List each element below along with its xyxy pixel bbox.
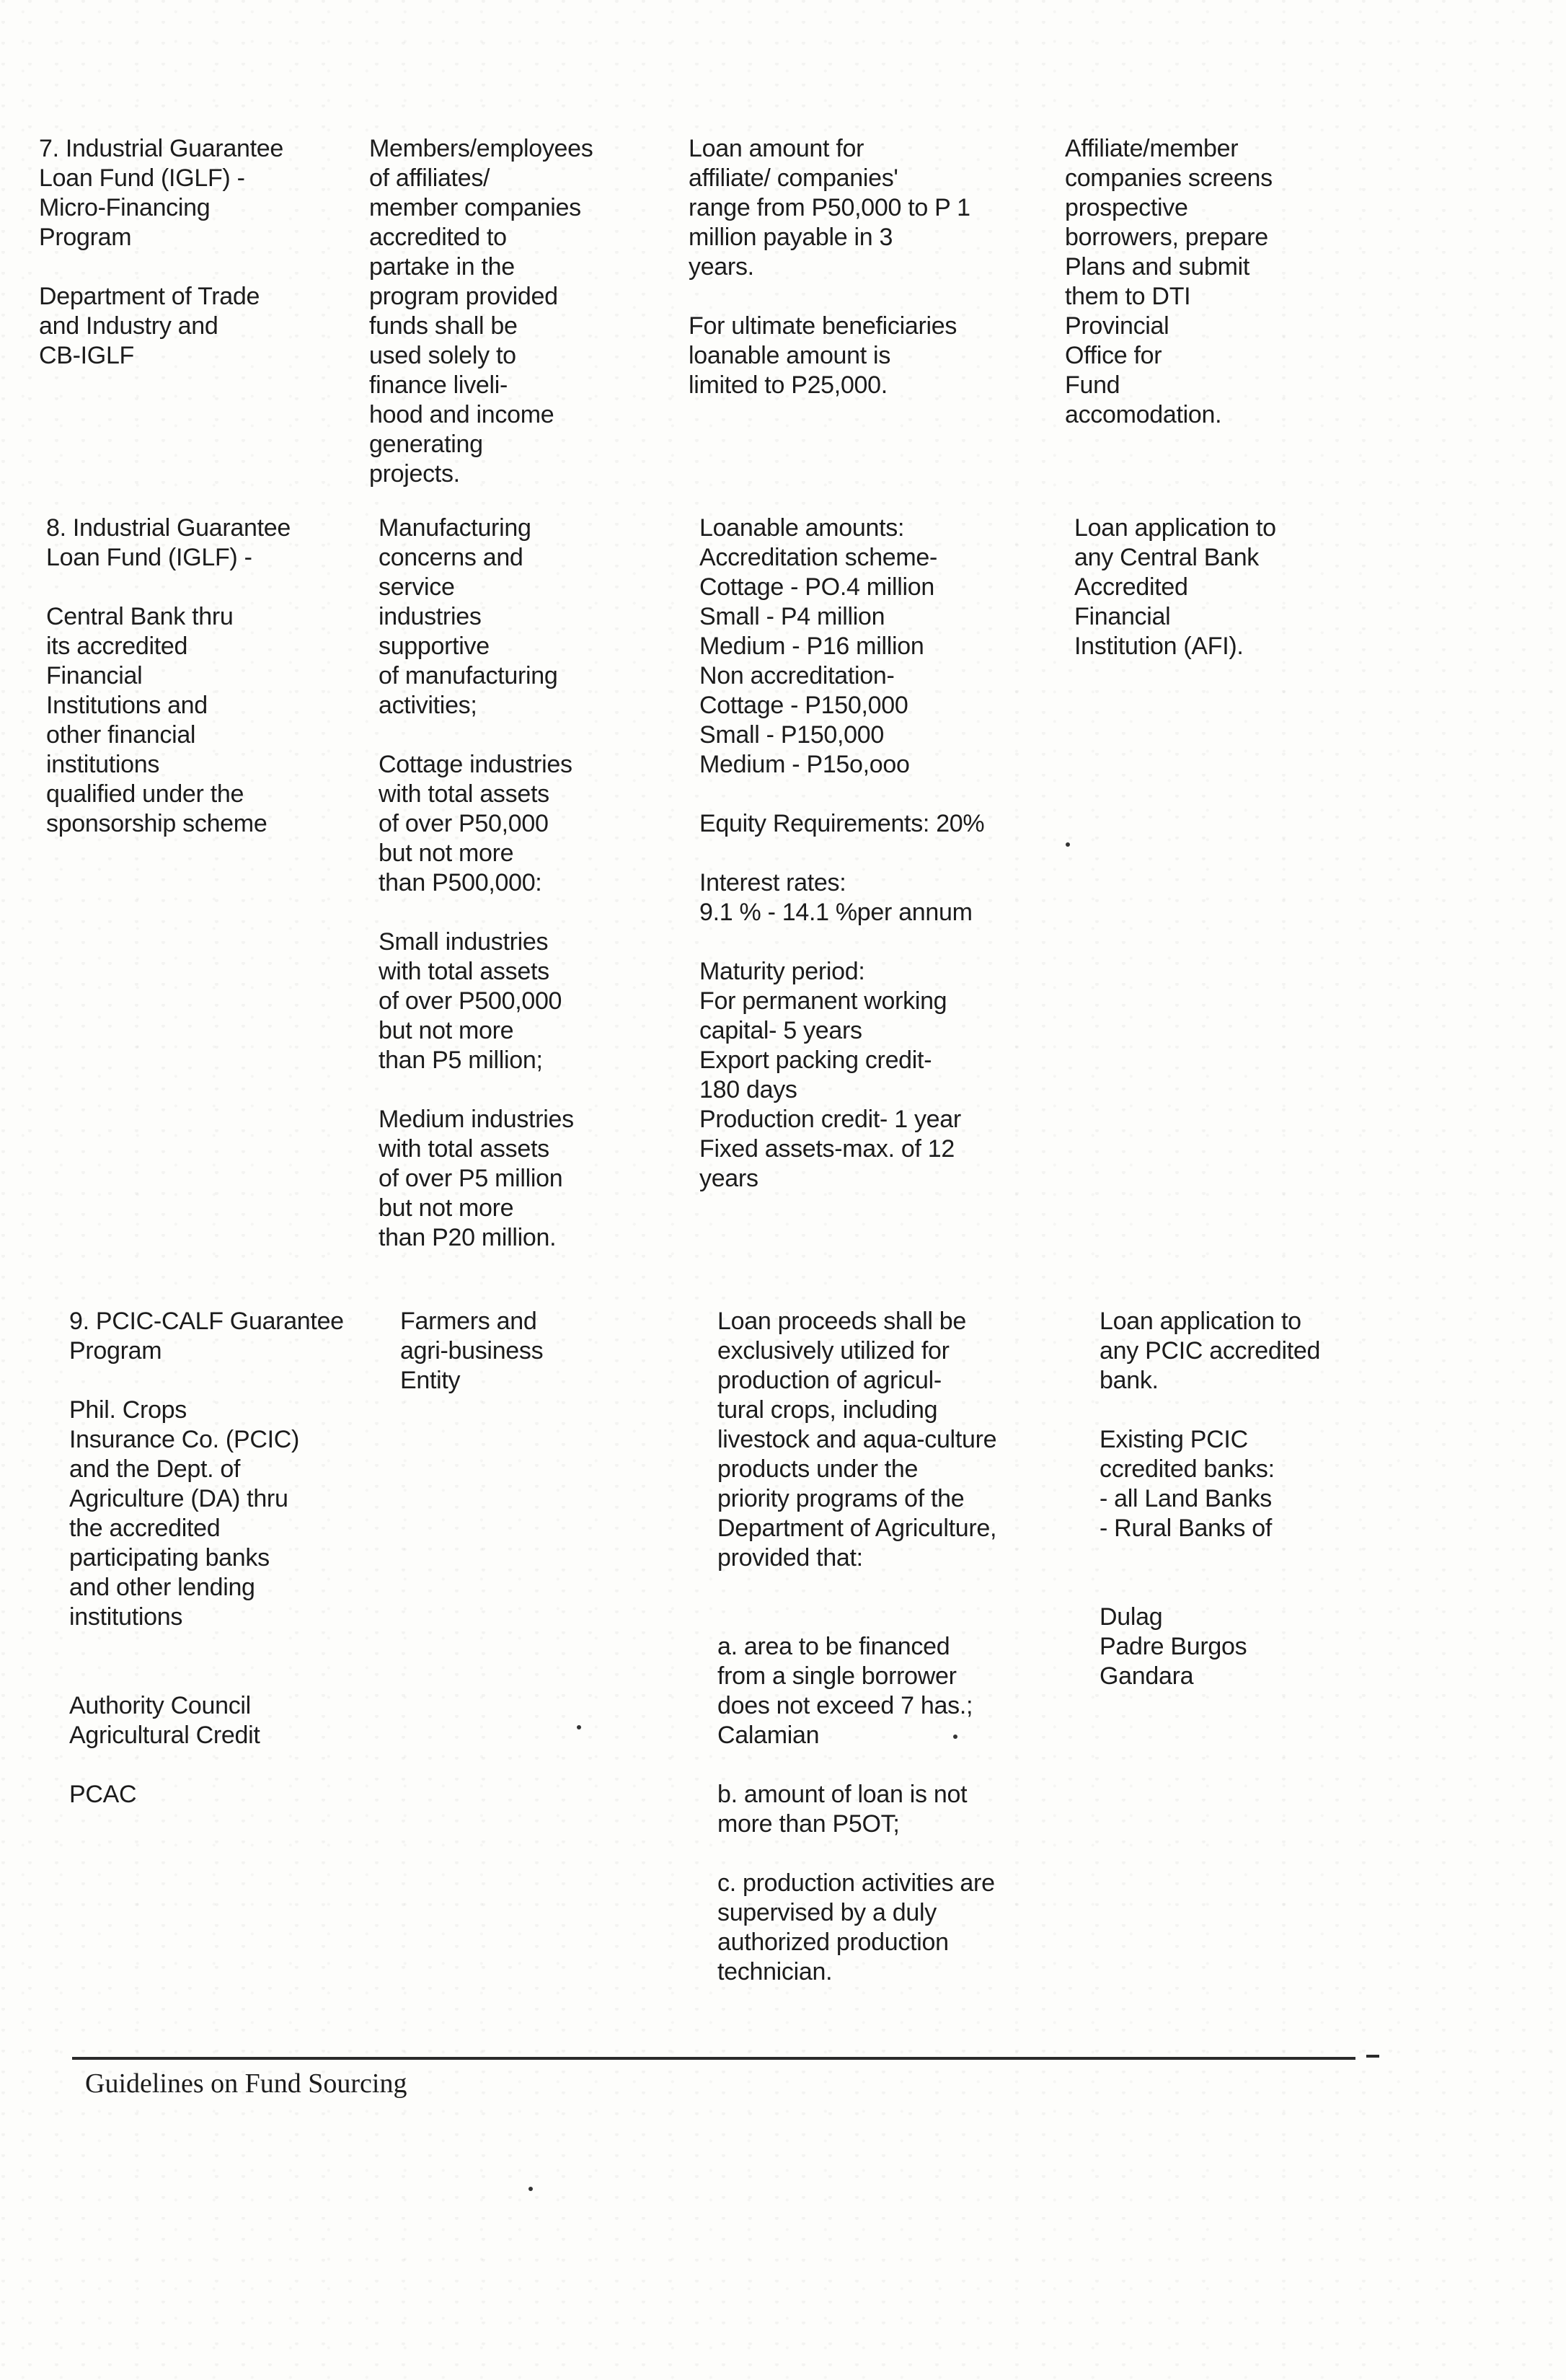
program-text-line: Insurance Co. (PCIC): [69, 1426, 299, 1453]
eligibility-text-line: Manufacturing: [379, 514, 531, 542]
program-text-line: Micro-Financing: [39, 194, 211, 221]
terms-text-line: For permanent working: [699, 987, 947, 1015]
terms-text-line: priority programs of the: [717, 1485, 965, 1512]
procedure-text-line: Affiliate/member: [1065, 135, 1239, 162]
procedure-paragraph: [1074, 514, 1384, 661]
procedure-text-line: bank.: [1100, 1367, 1159, 1394]
procedure-text-line: - all Land Banks: [1100, 1485, 1273, 1512]
terms-text-line: tural crops, including: [717, 1396, 938, 1424]
program-text-line: its accredited: [46, 633, 188, 660]
terms-text-line: Loan proceeds shall be: [717, 1308, 966, 1335]
terms-paragraph: [699, 868, 1060, 927]
terms-text-line: Equity Requirements: 20%: [699, 810, 985, 837]
terms-paragraph: [689, 312, 1042, 400]
procedure-text-line: Plans and submit: [1065, 253, 1250, 281]
procedure-text-line: any PCIC accredited: [1100, 1337, 1321, 1365]
eligibility-text-line: than P5 million;: [379, 1046, 543, 1074]
program-text-line: participating banks: [69, 1544, 270, 1572]
loan-terms-cell: [717, 1307, 1085, 1987]
program-text-line: Phil. Crops: [69, 1396, 187, 1424]
scan-speck: [577, 1725, 581, 1729]
terms-text-line: Export packing credit-: [699, 1046, 932, 1074]
terms-text-line: million payable in 3: [689, 224, 893, 251]
eligibility-text-line: finance liveli-: [369, 371, 508, 399]
program-name-cell: [39, 134, 327, 371]
terms-text-line: authorized production: [717, 1929, 949, 1956]
program-text-line: Agricultural Credit: [69, 1722, 260, 1749]
eligibility-text-line: with total assets: [379, 1135, 549, 1163]
eligibility-paragraph: [379, 927, 667, 1075]
eligibility-text-line: of over P5 million: [379, 1165, 563, 1192]
eligibility-text-line: supportive: [379, 633, 490, 660]
procedure-text-line: Office for: [1065, 342, 1162, 369]
terms-text-line: Non accreditation-: [699, 662, 895, 689]
eligibility-paragraph: [400, 1307, 674, 1396]
procedure-paragraph: [1100, 1307, 1402, 1396]
terms-text-line: Loan amount for: [689, 135, 864, 162]
procedure-text-line: Gandara: [1100, 1662, 1194, 1690]
eligibility-text-line: with total assets: [379, 958, 549, 985]
eligibility-text-line: than P20 million.: [379, 1224, 557, 1251]
eligibility-paragraph: [379, 750, 667, 898]
terms-text-line: products under the: [717, 1455, 919, 1483]
program-text-line: sponsorship scheme: [46, 810, 267, 837]
program-text-line: 8. Industrial Guarantee: [46, 514, 291, 542]
procedure-text-line: Loan application to: [1074, 514, 1276, 542]
procedure-text-line: Provincial: [1065, 312, 1169, 340]
program-text-line: other financial: [46, 721, 196, 749]
eligibility-text-line: of affiliates/: [369, 164, 490, 192]
eligibility-text-line: Farmers and: [400, 1308, 537, 1335]
terms-paragraph: [699, 514, 1060, 780]
eligibility-text-line: with total assets: [379, 780, 549, 808]
program-paragraph: [39, 134, 327, 252]
procedure-text-line: Institution (AFI).: [1074, 633, 1244, 660]
program-name-cell: [69, 1307, 379, 1810]
eligibility-text-line: hood and income: [369, 401, 554, 428]
program-text-line: the accredited: [69, 1515, 221, 1542]
program-text-line: Agriculture (DA) thru: [69, 1485, 288, 1512]
eligibility-text-line: of over P50,000: [379, 810, 549, 837]
procedure-text-line: ccredited banks:: [1100, 1455, 1275, 1483]
program-text-line: institutions: [46, 751, 160, 778]
eligibility-text-line: but not more: [379, 1194, 514, 1222]
terms-text-line: Medium - P16 million: [699, 633, 924, 660]
eligibility-text-line: concerns and: [379, 544, 523, 571]
terms-paragraph: [717, 1780, 1085, 1839]
program-text-line: Institutions and: [46, 692, 208, 719]
terms-text-line: technician.: [717, 1958, 833, 1985]
eligibility-text-line: Cottage industries: [379, 751, 572, 778]
program-name-cell: [46, 514, 349, 839]
terms-paragraph: [717, 1632, 1085, 1750]
terms-text-line: Interest rates:: [699, 869, 846, 896]
eligibility-text-line: Medium industries: [379, 1106, 574, 1133]
terms-text-line: Calamian: [717, 1722, 820, 1749]
procedure-paragraph: [1065, 134, 1375, 430]
eligibility-cell: [379, 514, 667, 1253]
terms-text-line: production of agricul-: [717, 1367, 942, 1394]
terms-text-line: exclusively utilized for: [717, 1337, 950, 1365]
terms-paragraph: [699, 957, 1060, 1194]
eligibility-text-line: used solely to: [369, 342, 516, 369]
eligibility-text-line: service: [379, 573, 455, 601]
eligibility-text-line: funds shall be: [369, 312, 518, 340]
terms-text-line: supervised by a duly: [717, 1899, 937, 1926]
eligibility-text-line: but not more: [379, 1017, 514, 1044]
program-text-line: 9. PCIC-CALF Guarantee: [69, 1308, 344, 1335]
eligibility-cell: [369, 134, 643, 489]
program-text-line: PCAC: [69, 1781, 137, 1808]
program-text-line: and Industry and: [39, 312, 218, 340]
terms-text-line: affiliate/ companies': [689, 164, 898, 192]
program-text-line: Central Bank thru: [46, 603, 234, 630]
terms-text-line: capital- 5 years: [699, 1017, 862, 1044]
procedure-text-line: Padre Burgos: [1100, 1633, 1247, 1660]
terms-text-line: Cottage - PO.4 million: [699, 573, 934, 601]
program-text-line: and the Dept. of: [69, 1455, 241, 1483]
program-paragraph: [69, 1780, 379, 1810]
scan-speck: [528, 2187, 533, 2191]
program-text-line: qualified under the: [46, 780, 244, 808]
procedure-paragraph: [1100, 1425, 1402, 1543]
terms-text-line: provided that:: [717, 1544, 863, 1572]
procedure-text-line: borrowers, prepare: [1065, 224, 1268, 251]
eligibility-text-line: program provided: [369, 283, 558, 310]
procedure-cell: [1074, 514, 1384, 661]
procedure-text-line: - Rural Banks of: [1100, 1515, 1272, 1542]
terms-text-line: Fixed assets-max. of 12: [699, 1135, 955, 1163]
procedure-text-line: any Central Bank: [1074, 544, 1260, 571]
program-text-line: Financial: [46, 662, 143, 689]
program-paragraph: [69, 1307, 379, 1366]
program-paragraph: [69, 1396, 379, 1632]
eligibility-text-line: of over P500,000: [379, 987, 562, 1015]
terms-text-line: years.: [689, 253, 754, 281]
procedure-text-line: Fund: [1065, 371, 1120, 399]
footer-rule: [72, 2057, 1355, 2060]
eligibility-text-line: agri-business: [400, 1337, 544, 1365]
program-paragraph: [39, 282, 327, 371]
program-text-line: CB-IGLF: [39, 342, 135, 369]
footer-title: Guidelines on Fund Sourcing: [85, 2068, 407, 2099]
eligibility-paragraph: [379, 1105, 667, 1253]
eligibility-text-line: projects.: [369, 460, 460, 488]
terms-text-line: Accreditation scheme-: [699, 544, 938, 571]
procedure-text-line: Dulag: [1100, 1603, 1163, 1631]
loan-terms-cell: [689, 134, 1042, 400]
program-text-line: Loan Fund (IGLF) -: [46, 544, 252, 571]
terms-text-line: 180 days: [699, 1076, 797, 1103]
terms-text-line: years: [699, 1165, 758, 1192]
procedure-text-line: them to DTI: [1065, 283, 1191, 310]
program-text-line: and other lending: [69, 1574, 255, 1601]
eligibility-text-line: Members/employees: [369, 135, 593, 162]
loan-terms-cell: [699, 514, 1060, 1194]
scan-speck: [953, 1735, 957, 1739]
terms-text-line: For ultimate beneficiaries: [689, 312, 957, 340]
terms-text-line: loanable amount is: [689, 342, 891, 369]
eligibility-text-line: member companies: [369, 194, 581, 221]
terms-paragraph: [689, 134, 1042, 282]
procedure-text-line: accomodation.: [1065, 401, 1222, 428]
terms-text-line: Small - P150,000: [699, 721, 885, 749]
eligibility-text-line: Entity: [400, 1367, 461, 1394]
terms-text-line: from a single borrower: [717, 1662, 957, 1690]
program-text-line: Department of Trade: [39, 283, 260, 310]
program-paragraph: [69, 1691, 379, 1750]
procedure-paragraph: [1100, 1603, 1402, 1691]
eligibility-paragraph: [379, 514, 667, 720]
terms-text-line: Maturity period:: [699, 958, 865, 985]
program-text-line: Authority Council: [69, 1692, 251, 1719]
program-paragraph: [46, 602, 349, 839]
terms-text-line: 9.1 % - 14.1 %per annum: [699, 899, 973, 926]
terms-paragraph: [699, 809, 1060, 839]
procedure-text-line: Loan application to: [1100, 1308, 1301, 1335]
eligibility-text-line: but not more: [379, 839, 514, 867]
terms-text-line: range from P50,000 to P 1: [689, 194, 970, 221]
terms-text-line: does not exceed 7 has.;: [717, 1692, 973, 1719]
eligibility-text-line: Small industries: [379, 928, 549, 956]
program-text-line: Program: [69, 1337, 162, 1365]
procedure-cell: [1100, 1307, 1402, 1691]
eligibility-text-line: industries: [379, 603, 482, 630]
terms-text-line: c. production activities are: [717, 1869, 995, 1897]
eligibility-paragraph: [369, 134, 643, 489]
eligibility-text-line: generating: [369, 431, 483, 458]
terms-text-line: Department of Agriculture,: [717, 1515, 997, 1542]
eligibility-text-line: than P500,000:: [379, 869, 542, 896]
terms-text-line: Loanable amounts:: [699, 514, 905, 542]
procedure-text-line: Financial: [1074, 603, 1171, 630]
terms-text-line: Cottage - P150,000: [699, 692, 908, 719]
terms-text-line: Production credit- 1 year: [699, 1106, 961, 1133]
footer-rule-end: [1366, 2055, 1379, 2058]
eligibility-text-line: activities;: [379, 692, 477, 719]
procedure-cell: [1065, 134, 1375, 430]
terms-paragraph: [717, 1307, 1085, 1573]
eligibility-text-line: partake in the: [369, 253, 515, 281]
program-paragraph: [46, 514, 349, 573]
terms-text-line: limited to P25,000.: [689, 371, 888, 399]
terms-text-line: Small - P4 million: [699, 603, 885, 630]
eligibility-text-line: of manufacturing: [379, 662, 558, 689]
program-text-line: Program: [39, 224, 132, 251]
terms-paragraph: [717, 1869, 1085, 1987]
terms-text-line: Medium - P15o,ooo: [699, 751, 910, 778]
scan-speck: [1066, 842, 1070, 847]
terms-text-line: b. amount of loan is not: [717, 1781, 968, 1808]
procedure-text-line: companies screens: [1065, 164, 1273, 192]
program-text-line: Loan Fund (IGLF) -: [39, 164, 245, 192]
eligibility-text-line: accredited to: [369, 224, 507, 251]
program-text-line: 7. Industrial Guarantee: [39, 135, 283, 162]
terms-text-line: more than P5OT;: [717, 1810, 900, 1838]
terms-text-line: a. area to be financed: [717, 1633, 950, 1660]
procedure-text-line: Accredited: [1074, 573, 1188, 601]
procedure-text-line: prospective: [1065, 194, 1188, 221]
program-text-line: institutions: [69, 1603, 183, 1631]
eligibility-cell: [400, 1307, 674, 1396]
terms-text-line: livestock and aqua-culture: [717, 1426, 997, 1453]
procedure-text-line: Existing PCIC: [1100, 1426, 1248, 1453]
